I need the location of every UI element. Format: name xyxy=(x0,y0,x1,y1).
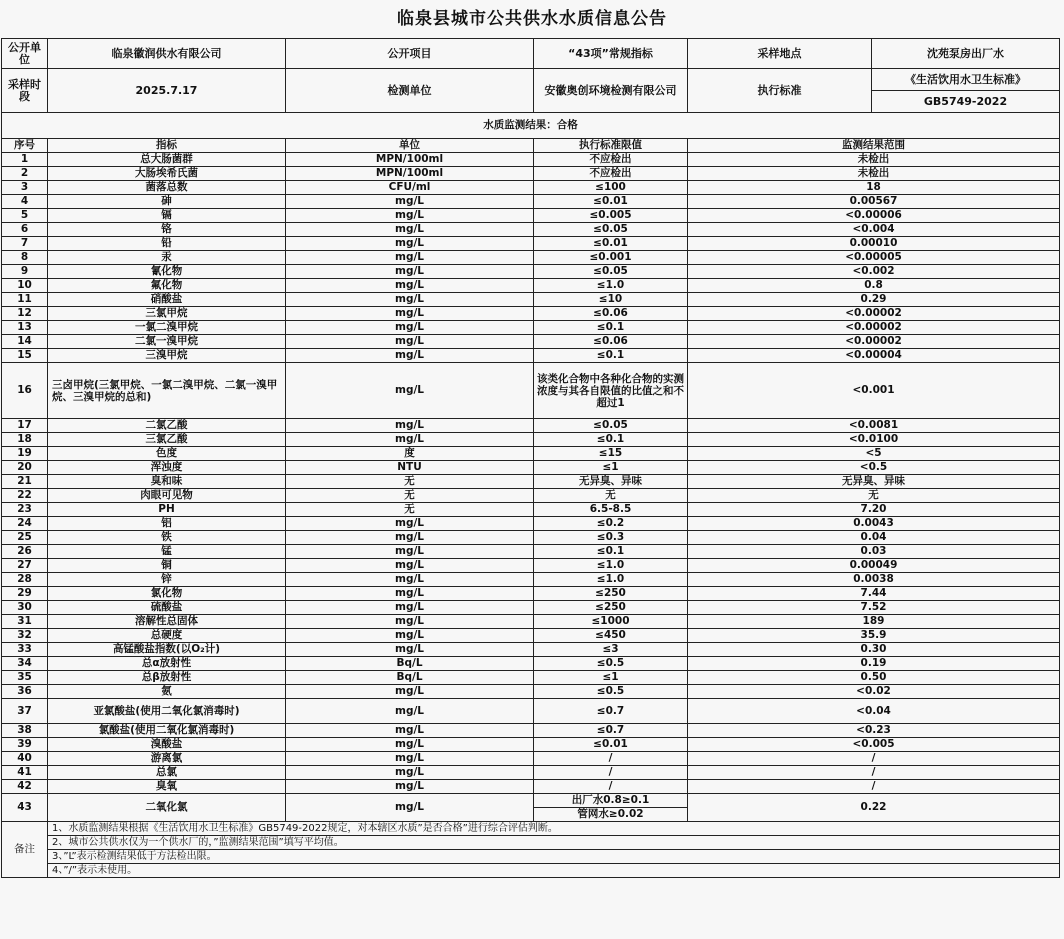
row-limit: / xyxy=(534,752,688,766)
row-result: <0.00005 xyxy=(688,251,1060,265)
row-indicator: 汞 xyxy=(48,251,286,265)
row-unit: mg/L xyxy=(286,738,534,752)
row-indicator: 总α放射性 xyxy=(48,657,286,671)
row-limit: ≤0.1 xyxy=(534,321,688,335)
row-unit: mg/L xyxy=(286,780,534,794)
table-row xyxy=(2,181,1060,195)
row-result: 0.22 xyxy=(688,794,1060,822)
row-result: 0.19 xyxy=(688,657,1060,671)
row-limit: ≤3 xyxy=(534,643,688,657)
table-row xyxy=(2,447,1060,461)
row-indicator: 三溴甲烷 xyxy=(48,349,286,363)
label-location: 采样地点 xyxy=(688,39,872,69)
row-unit: mg/L xyxy=(286,643,534,657)
row-unit: MPN/100ml xyxy=(286,167,534,181)
row-number: 7 xyxy=(2,237,48,251)
row-indicator: 锰 xyxy=(48,545,286,559)
label-standard: 执行标准 xyxy=(688,69,872,113)
table-row xyxy=(2,433,1060,447)
location-value: 沈苑泵房出厂水 xyxy=(872,39,1060,69)
row-result: 7.44 xyxy=(688,587,1060,601)
row-indicator: 铅 xyxy=(48,237,286,251)
table-row xyxy=(2,167,1060,181)
table-row xyxy=(2,738,1060,752)
notes-row xyxy=(2,836,1060,850)
row-limit: ≤0.5 xyxy=(534,657,688,671)
table-row xyxy=(2,517,1060,531)
row-number: 16 xyxy=(2,363,48,419)
row-number: 39 xyxy=(2,738,48,752)
label-publisher: 公开单位 xyxy=(2,39,48,69)
row-indicator: 大肠埃希氏菌 xyxy=(48,167,286,181)
row-number: 21 xyxy=(2,475,48,489)
row-result: <0.00004 xyxy=(688,349,1060,363)
row-unit: mg/L xyxy=(286,335,534,349)
row-limit: ≤0.01 xyxy=(534,738,688,752)
row-result: 7.20 xyxy=(688,503,1060,517)
row-number: 14 xyxy=(2,335,48,349)
row-limit: ≤0.1 xyxy=(534,349,688,363)
row-indicator: 铬 xyxy=(48,223,286,237)
label-project: 公开项目 xyxy=(286,39,534,69)
notes-row xyxy=(2,822,1060,836)
row-unit: mg/L xyxy=(286,685,534,699)
row-indicator: 硫酸盐 xyxy=(48,601,286,615)
row-indicator: 二氧化氯 xyxy=(48,794,286,822)
table-row xyxy=(2,293,1060,307)
row-limit: ≤0.7 xyxy=(534,699,688,724)
note-item: 4、”/”表示未使用。 xyxy=(48,864,1060,878)
row-limit: ≤0.005 xyxy=(534,209,688,223)
row-result: 0.00049 xyxy=(688,559,1060,573)
row-result: 0.0043 xyxy=(688,517,1060,531)
row-number: 33 xyxy=(2,643,48,657)
note-item: 2、城市公共供水仅为一个供水厂的，”监测结果范围”填写平均值。 xyxy=(48,836,1060,850)
table-row xyxy=(2,643,1060,657)
row-number: 10 xyxy=(2,279,48,293)
row-number: 19 xyxy=(2,447,48,461)
row-number: 8 xyxy=(2,251,48,265)
publisher-value: 临泉徽润供水有限公司 xyxy=(48,39,286,69)
row-result: 0.8 xyxy=(688,279,1060,293)
row-limit: 无 xyxy=(534,489,688,503)
row-limit: ≤450 xyxy=(534,629,688,643)
table-row xyxy=(2,545,1060,559)
row-indicator: 三氯甲烷 xyxy=(48,307,286,321)
row-indicator: 总氯 xyxy=(48,766,286,780)
header-indicator: 指标 xyxy=(48,139,286,153)
row-indicator: 臭氧 xyxy=(48,780,286,794)
row-indicator: 氨 xyxy=(48,685,286,699)
row-result: <0.004 xyxy=(688,223,1060,237)
row-indicator: 溴酸盐 xyxy=(48,738,286,752)
table-row xyxy=(2,587,1060,601)
row-number: 36 xyxy=(2,685,48,699)
table-row xyxy=(2,223,1060,237)
row-number: 38 xyxy=(2,724,48,738)
table-row xyxy=(2,461,1060,475)
table-row xyxy=(2,349,1060,363)
note-item: 1、水质监测结果根据《生活饮用水卫生标准》GB5749-2022规定，对本辖区水质”是否合格”进行综合评估判断。 xyxy=(48,822,1060,836)
label-time: 采样时段 xyxy=(2,69,48,113)
row-limit: / xyxy=(534,766,688,780)
row-limit: ≤0.06 xyxy=(534,335,688,349)
header-limit: 执行标准限值 xyxy=(534,139,688,153)
table-row xyxy=(2,573,1060,587)
row-indicator: 色度 xyxy=(48,447,286,461)
row-indicator: 浑浊度 xyxy=(48,461,286,475)
row-indicator: 镉 xyxy=(48,209,286,223)
row-unit: mg/L xyxy=(286,237,534,251)
row-result: 无异臭、异味 xyxy=(688,475,1060,489)
row-number: 35 xyxy=(2,671,48,685)
row-result: 0.03 xyxy=(688,545,1060,559)
row-result: <0.005 xyxy=(688,738,1060,752)
table-row xyxy=(2,559,1060,573)
row-unit: mg/L xyxy=(286,195,534,209)
table-row xyxy=(2,265,1060,279)
row-limit: ≤100 xyxy=(534,181,688,195)
table-row xyxy=(2,251,1060,265)
table-row xyxy=(2,209,1060,223)
row-limit: ≤1.0 xyxy=(534,559,688,573)
label-lab: 检测单位 xyxy=(286,69,534,113)
table-row xyxy=(2,475,1060,489)
row-limit: ≤0.2 xyxy=(534,517,688,531)
row-unit: mg/L xyxy=(286,752,534,766)
row-unit: NTU xyxy=(286,461,534,475)
row-result: 0.04 xyxy=(688,531,1060,545)
project-value: “43项”常规指标 xyxy=(534,39,688,69)
row-indicator: 总硬度 xyxy=(48,629,286,643)
row-result: <0.0100 xyxy=(688,433,1060,447)
row-number: 32 xyxy=(2,629,48,643)
row-limit: ≤1.0 xyxy=(534,573,688,587)
table-row xyxy=(2,724,1060,738)
row-unit: mg/L xyxy=(286,223,534,237)
row-result: <0.002 xyxy=(688,265,1060,279)
row-unit: mg/L xyxy=(286,699,534,724)
row-indicator: 硝酸盐 xyxy=(48,293,286,307)
row-result: / xyxy=(688,766,1060,780)
row-limit-factory: 出厂水0.8≥0.1 xyxy=(534,794,688,808)
table-row xyxy=(2,657,1060,671)
row-result: <0.02 xyxy=(688,685,1060,699)
row-limit: ≤0.5 xyxy=(534,685,688,699)
row-limit: ≤0.1 xyxy=(534,433,688,447)
row-result: / xyxy=(688,780,1060,794)
row-indicator: 肉眼可见物 xyxy=(48,489,286,503)
row-indicator: 氰化物 xyxy=(48,265,286,279)
row-number: 42 xyxy=(2,780,48,794)
row-limit: ≤1.0 xyxy=(534,279,688,293)
row-number: 43 xyxy=(2,794,48,822)
row-unit: mg/L xyxy=(286,601,534,615)
row-indicator: PH xyxy=(48,503,286,517)
table-row xyxy=(2,629,1060,643)
table-row xyxy=(2,752,1060,766)
row-number: 23 xyxy=(2,503,48,517)
row-result: 0.30 xyxy=(688,643,1060,657)
table-row xyxy=(2,531,1060,545)
table-row xyxy=(2,489,1060,503)
table-row xyxy=(2,195,1060,209)
row-result: 0.00010 xyxy=(688,237,1060,251)
row-indicator: 溶解性总固体 xyxy=(48,615,286,629)
row-unit: mg/L xyxy=(286,587,534,601)
table-row xyxy=(2,615,1060,629)
header-result: 监测结果范围 xyxy=(688,139,1060,153)
row-limit: 不应检出 xyxy=(534,167,688,181)
row-limit: ≤250 xyxy=(534,587,688,601)
table-row xyxy=(2,671,1060,685)
row-unit: mg/L xyxy=(286,615,534,629)
table-row xyxy=(2,685,1060,699)
row-result: 无 xyxy=(688,489,1060,503)
row-result: <0.001 xyxy=(688,363,1060,419)
notes-row xyxy=(2,850,1060,864)
row-limit: ≤10 xyxy=(534,293,688,307)
row-limit: 该类化合物中各种化合物的实测浓度与其各自限值的比值之和不超过1 xyxy=(534,363,688,419)
row-unit: Bq/L xyxy=(286,657,534,671)
row-indicator: 锌 xyxy=(48,573,286,587)
row-indicator: 高锰酸盐指数(以O₂计) xyxy=(48,643,286,657)
row-result: 7.52 xyxy=(688,601,1060,615)
row-number: 9 xyxy=(2,265,48,279)
row-number: 5 xyxy=(2,209,48,223)
row-limit: ≤1000 xyxy=(534,615,688,629)
row-unit: mg/L xyxy=(286,573,534,587)
row-result: 未检出 xyxy=(688,167,1060,181)
row-number: 18 xyxy=(2,433,48,447)
row-limit: ≤0.05 xyxy=(534,223,688,237)
row-limit: ≤0.06 xyxy=(534,307,688,321)
row-indicator: 菌落总数 xyxy=(48,181,286,195)
meta-row-1 xyxy=(2,39,1060,69)
meta-row-2a xyxy=(2,69,1060,91)
row-number: 13 xyxy=(2,321,48,335)
row-result: <0.0081 xyxy=(688,419,1060,433)
row-unit: mg/L xyxy=(286,724,534,738)
row-indicator: 二氯一溴甲烷 xyxy=(48,335,286,349)
row-number: 31 xyxy=(2,615,48,629)
row-unit: mg/L xyxy=(286,279,534,293)
row-indicator: 铝 xyxy=(48,517,286,531)
table-row xyxy=(2,335,1060,349)
row-limit: ≤250 xyxy=(534,601,688,615)
table-row xyxy=(2,321,1060,335)
page-title: 临泉县城市公共供水水质信息公告 xyxy=(397,9,667,29)
row-limit: 无异臭、异味 xyxy=(534,475,688,489)
row-unit: mg/L xyxy=(286,321,534,335)
row-indicator: 臭和味 xyxy=(48,475,286,489)
row-unit: 度 xyxy=(286,447,534,461)
header-row xyxy=(2,139,1060,153)
row-unit: mg/L xyxy=(286,794,534,822)
row-result: 0.29 xyxy=(688,293,1060,307)
row-indicator: 氯酸盐(使用二氧化氯消毒时) xyxy=(48,724,286,738)
row-number: 1 xyxy=(2,153,48,167)
row-limit-network: 管网水≥0.02 xyxy=(534,808,688,822)
water-quality-table xyxy=(1,38,1060,878)
row-indicator: 亚氯酸盐(使用二氧化氯消毒时) xyxy=(48,699,286,724)
row-number: 17 xyxy=(2,419,48,433)
row-number: 6 xyxy=(2,223,48,237)
header-no: 序号 xyxy=(2,139,48,153)
row-result: <0.00002 xyxy=(688,335,1060,349)
row-number: 11 xyxy=(2,293,48,307)
row-unit: MPN/100ml xyxy=(286,153,534,167)
monitoring-result: 水质监测结果：合格 xyxy=(2,113,1060,139)
row-indicator: 二氯乙酸 xyxy=(48,419,286,433)
row-unit: mg/L xyxy=(286,363,534,419)
row-result: 189 xyxy=(688,615,1060,629)
row-result: 未检出 xyxy=(688,153,1060,167)
row-result: <0.00006 xyxy=(688,209,1060,223)
table-row xyxy=(2,363,1060,419)
row-result: 0.00567 xyxy=(688,195,1060,209)
row-limit: ≤0.7 xyxy=(534,724,688,738)
row-limit: ≤0.1 xyxy=(534,545,688,559)
row-indicator: 游离氯 xyxy=(48,752,286,766)
table-row xyxy=(2,279,1060,293)
row-unit: 无 xyxy=(286,475,534,489)
row-result: <0.00002 xyxy=(688,307,1060,321)
row-unit: mg/L xyxy=(286,251,534,265)
row-limit: ≤1 xyxy=(534,671,688,685)
notes-row xyxy=(2,864,1060,878)
row-result: <0.23 xyxy=(688,724,1060,738)
row-result: / xyxy=(688,752,1060,766)
row-unit: mg/L xyxy=(286,293,534,307)
row-number: 34 xyxy=(2,657,48,671)
row-number: 28 xyxy=(2,573,48,587)
result-row xyxy=(2,113,1060,139)
header-unit: 单位 xyxy=(286,139,534,153)
row-number: 26 xyxy=(2,545,48,559)
row-result: 18 xyxy=(688,181,1060,195)
row-limit: 6.5-8.5 xyxy=(534,503,688,517)
row-indicator: 砷 xyxy=(48,195,286,209)
row-indicator: 氯化物 xyxy=(48,587,286,601)
row-unit: mg/L xyxy=(286,517,534,531)
table-row-43a xyxy=(2,794,1060,808)
row-unit: Bq/L xyxy=(286,671,534,685)
row-limit: ≤15 xyxy=(534,447,688,461)
row-unit: CFU/ml xyxy=(286,181,534,195)
notes-label: 备注 xyxy=(2,822,48,878)
row-indicator: 三卤甲烷(三氯甲烷、一氯二溴甲烷、二氯一溴甲烷、三溴甲烷的总和) xyxy=(48,363,286,419)
row-number: 2 xyxy=(2,167,48,181)
row-indicator: 铁 xyxy=(48,531,286,545)
row-result: 0.50 xyxy=(688,671,1060,685)
row-unit: mg/L xyxy=(286,419,534,433)
row-indicator: 一氯二溴甲烷 xyxy=(48,321,286,335)
row-number: 3 xyxy=(2,181,48,195)
row-unit: mg/L xyxy=(286,433,534,447)
row-limit: ≤0.05 xyxy=(534,419,688,433)
row-result: <0.5 xyxy=(688,461,1060,475)
row-number: 4 xyxy=(2,195,48,209)
row-limit: 不应检出 xyxy=(534,153,688,167)
row-limit: / xyxy=(534,780,688,794)
row-number: 40 xyxy=(2,752,48,766)
row-limit: ≤0.01 xyxy=(534,237,688,251)
row-unit: mg/L xyxy=(286,766,534,780)
row-unit: mg/L xyxy=(286,349,534,363)
row-unit: mg/L xyxy=(286,629,534,643)
row-number: 37 xyxy=(2,699,48,724)
row-number: 27 xyxy=(2,559,48,573)
row-indicator: 氟化物 xyxy=(48,279,286,293)
row-result: <0.00002 xyxy=(688,321,1060,335)
table-row xyxy=(2,699,1060,724)
row-unit: mg/L xyxy=(286,559,534,573)
row-number: 15 xyxy=(2,349,48,363)
row-result: <0.04 xyxy=(688,699,1060,724)
table-row xyxy=(2,503,1060,517)
row-result: <5 xyxy=(688,447,1060,461)
row-limit: ≤0.3 xyxy=(534,531,688,545)
row-result: 0.0038 xyxy=(688,573,1060,587)
lab-value: 安徽奥创环境检测有限公司 xyxy=(534,69,688,113)
table-row xyxy=(2,307,1060,321)
row-indicator: 总β放射性 xyxy=(48,671,286,685)
row-number: 29 xyxy=(2,587,48,601)
row-number: 41 xyxy=(2,766,48,780)
row-limit: ≤1 xyxy=(534,461,688,475)
row-indicator: 总大肠菌群 xyxy=(48,153,286,167)
row-number: 25 xyxy=(2,531,48,545)
row-unit: mg/L xyxy=(286,307,534,321)
row-indicator: 铜 xyxy=(48,559,286,573)
row-limit: ≤0.001 xyxy=(534,251,688,265)
table-row xyxy=(2,766,1060,780)
table-row xyxy=(2,601,1060,615)
row-unit: 无 xyxy=(286,503,534,517)
table-row xyxy=(2,237,1060,251)
row-limit: ≤0.05 xyxy=(534,265,688,279)
row-unit: mg/L xyxy=(286,531,534,545)
row-unit: mg/L xyxy=(286,209,534,223)
row-number: 22 xyxy=(2,489,48,503)
row-number: 12 xyxy=(2,307,48,321)
row-number: 20 xyxy=(2,461,48,475)
row-number: 24 xyxy=(2,517,48,531)
table-row xyxy=(2,780,1060,794)
table-row xyxy=(2,419,1060,433)
row-unit: 无 xyxy=(286,489,534,503)
row-result: 35.9 xyxy=(688,629,1060,643)
row-limit: ≤0.01 xyxy=(534,195,688,209)
row-unit: mg/L xyxy=(286,265,534,279)
note-item: 3、”L”表示检测结果低于方法检出限。 xyxy=(48,850,1060,864)
row-number: 30 xyxy=(2,601,48,615)
table-row xyxy=(2,153,1060,167)
row-indicator: 三氯乙酸 xyxy=(48,433,286,447)
row-unit: mg/L xyxy=(286,545,534,559)
standard-code: GB5749-2022 xyxy=(872,91,1060,113)
time-value: 2025.7.17 xyxy=(48,69,286,113)
standard-name: 《生活饮用水卫生标准》 xyxy=(872,69,1060,91)
